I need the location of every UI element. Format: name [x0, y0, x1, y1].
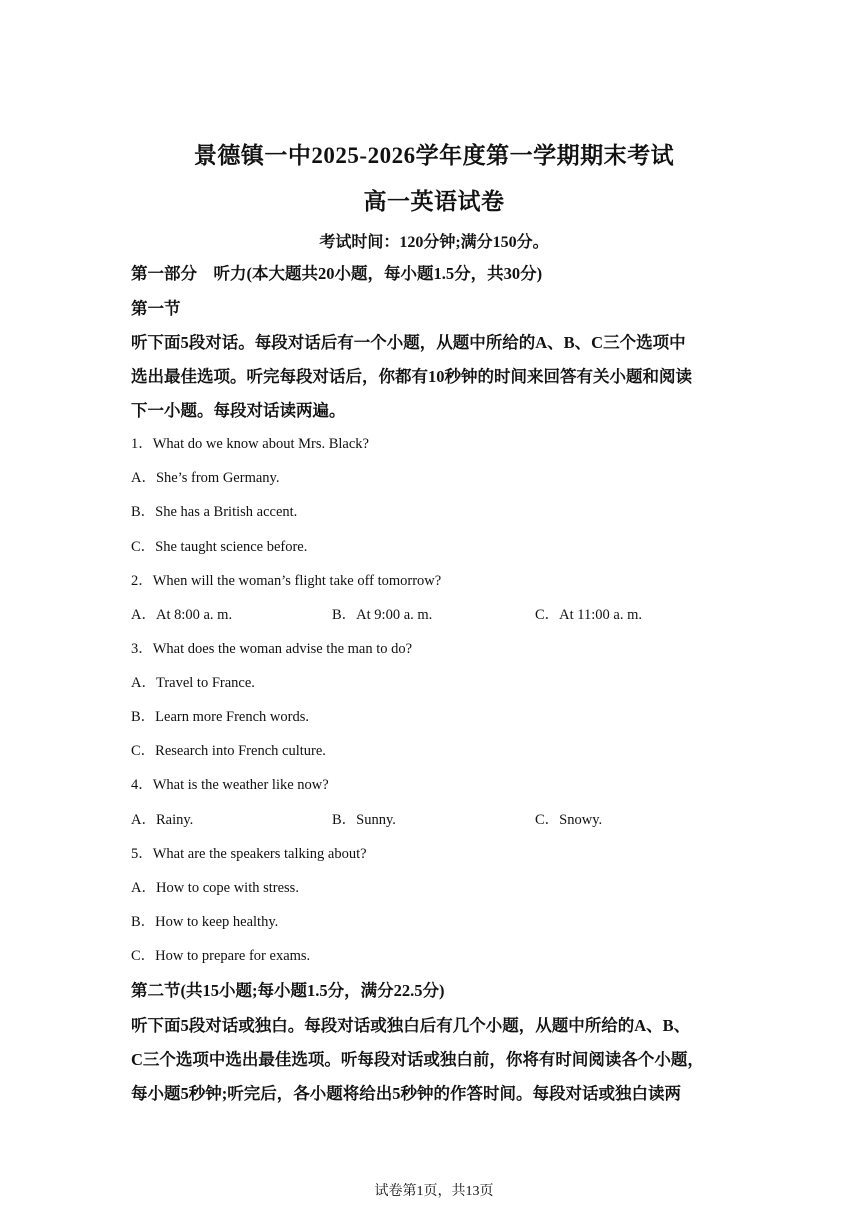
answer-option: B．Sunny. [332, 812, 396, 828]
question-stem: 2．When will the woman’s flight take off tomorrow? [131, 573, 442, 589]
answer-option: C．At 11:00 a. m. [535, 607, 643, 623]
part1-heading: 第一部分 听力(本大题共20小题，每小题1.5分，共30分) [131, 264, 543, 283]
exam-info: 考试时间：120分钟;满分150分。 [319, 234, 549, 251]
exam-subject: 高一英语试卷 [363, 189, 505, 214]
answer-option: B．How to keep healthy. [131, 914, 279, 930]
answer-option: B．She has a British accent. [131, 504, 298, 520]
answer-option: A．At 8:00 a. m. [131, 607, 233, 623]
answer-option: B．Learn more French words. [131, 709, 309, 725]
answer-option: C．Snowy. [535, 812, 603, 828]
section1-instruction-line: 听下面5段对话。每段对话后有一个小题，从题中所给的A、B、C三个选项中 [131, 333, 686, 352]
question-stem: 3．What does the woman advise the man to do? [131, 641, 413, 657]
section2-instruction-line: C三个选项中选出最佳选项。听每段对话或独白前，你将有时间阅读各个小题， [131, 1050, 704, 1069]
section1-instruction-line: 选出最佳选项。听完每段对话后，你都有10秒钟的时间来回答有关小题和阅读 [131, 367, 692, 386]
answer-option: C．She taught science before. [131, 539, 308, 555]
answer-option: C．Research into French culture. [131, 743, 326, 759]
section1-instruction-line: 下一小题。每段对话读两遍。 [131, 401, 346, 420]
answer-option: B．At 9:00 a. m. [332, 607, 433, 623]
answer-option: A．Travel to France. [131, 675, 255, 691]
answer-option: A．She’s from Germany. [131, 470, 280, 486]
section1-heading: 第一节 [131, 299, 181, 318]
question-stem: 5．What are the speakers talking about? [131, 846, 367, 862]
question-stem: 4．What is the weather like now? [131, 777, 329, 793]
page-footer: 试卷第1页，共13页 [374, 1184, 494, 1199]
section2-instruction-line: 听下面5段对话或独白。每段对话或独白后有几个小题，从题中所给的A、B、 [131, 1016, 691, 1035]
answer-option: A．How to cope with stress. [131, 880, 299, 896]
exam-title: 景德镇一中2025-2026学年度第一学期期末考试 [193, 143, 675, 168]
question-stem: 1．What do we know about Mrs. Black? [131, 436, 369, 452]
section2-instruction-line: 每小题5秒钟;听完后，各小题将给出5秒钟的作答时间。每段对话或独白读两 [131, 1084, 681, 1103]
answer-option: C．How to prepare for exams. [131, 948, 311, 964]
answer-option: A．Rainy. [131, 812, 194, 828]
section2-heading: 第二节(共15小题;每小题1.5分，满分22.5分) [131, 981, 445, 1000]
